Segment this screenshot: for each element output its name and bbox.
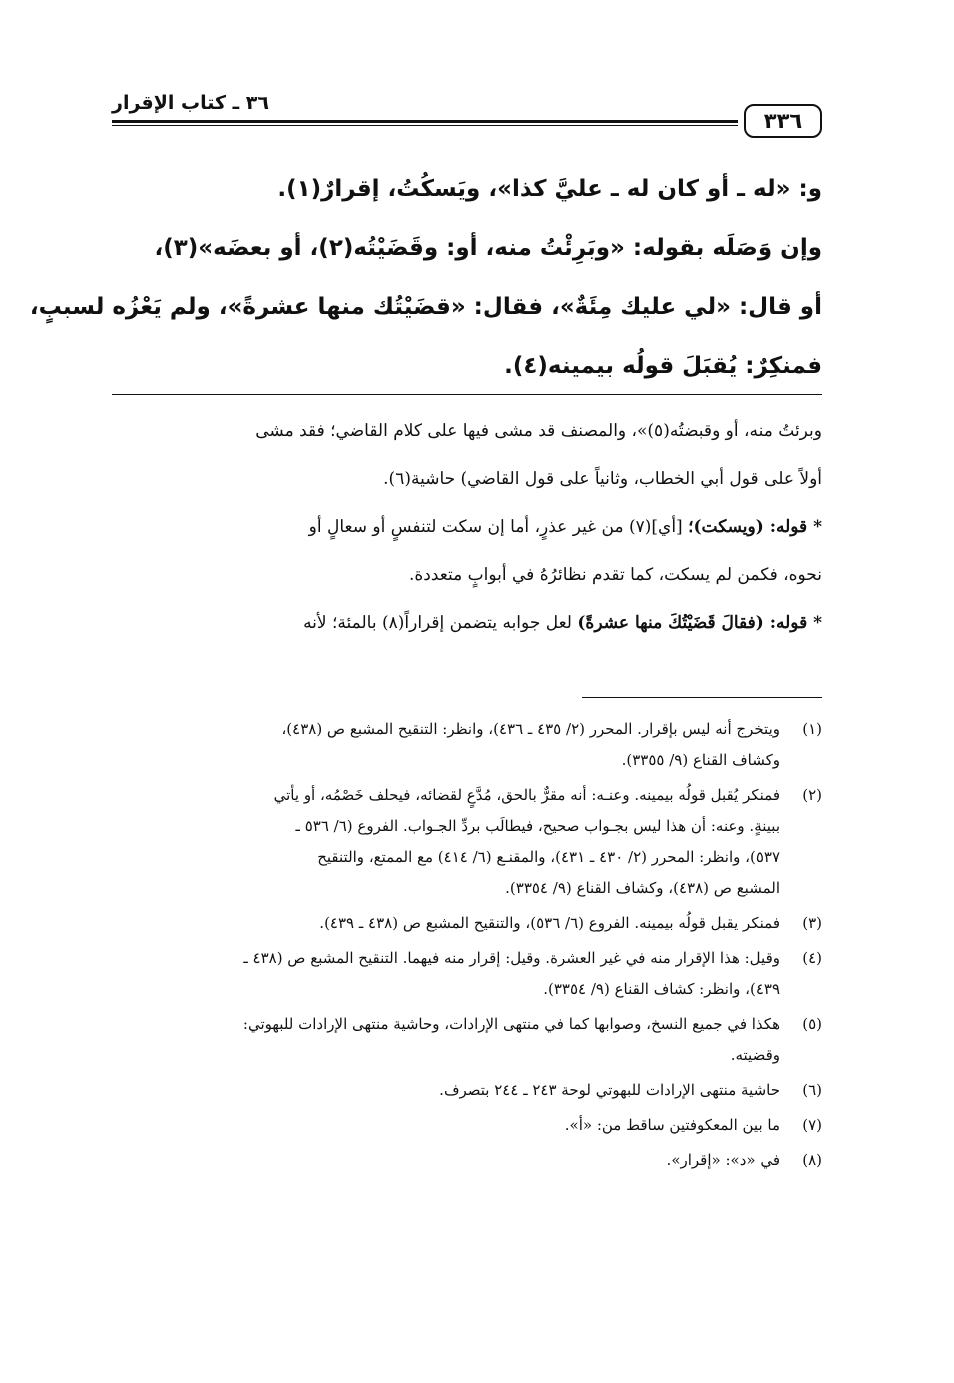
page-number: ٣٣٦ [763,109,803,133]
footnote [112,780,822,904]
footnote-text [112,1075,780,1106]
footnote-number: (٦) [802,1081,822,1099]
commentary-line: نحوه، فكمن لم يسكت، كما تقدم نظائرُهُ في أبوابٍ متعددة. [408,565,822,585]
footnote-line: ببينةٍ. وعنه: أن هذا ليس بجـواب صحيح، فيطالَب بردِّ الجـواب. الفروع (٦/ ٥٣٦ ـ [295,817,780,835]
footnote-text [112,943,780,1005]
commentary-text: لعل جوابه يتضمن إقراراً(٨) بالمئة؛ لأنه [303,613,572,633]
footnote-line: فمنكر يُقبل قولُه بيمينه. وعنـه: أنه مقرٌّ بالحق، مُدَّعٍ لقضائه، فيحلف خَصْمُه، أو يأتي [273,786,780,804]
footnote [112,1110,822,1141]
footnote-text [112,1145,780,1176]
commentary-text: [أي](٧) من غير عذرٍ، أما إن سكت لتنفسٍ أو سعالٍ أو [308,517,683,537]
footnote-text [112,780,780,904]
footnote-line: ما بين المعكوفتين ساقط من: «أ». [564,1116,780,1134]
header-rule-thin [112,125,738,126]
footnote-line: وكشاف القناع (٩/ ٣٣٥٥). [621,751,780,769]
footnote-text [112,908,780,939]
main-divider [112,394,822,395]
footnote [112,714,822,776]
footnote-line: حاشية منتهى الإرادات للبهوتي لوحة ٢٤٣ ـ ٢٤٤ بتصرف. [439,1081,780,1099]
footnote-line: هكذا في جميع النسخ، وصوابها كما في منتهى الإرادات، وحاشية منتهى الإرادات للبهوتي: [242,1015,780,1033]
page-header [112,92,822,142]
footnote-number: (٢) [802,786,822,804]
footnote-number: (٨) [802,1151,822,1169]
footnote-number: (٤) [802,949,822,967]
footnote [112,1145,822,1176]
chapter-title: ٣٦ ـ كتاب الإقرار [112,92,269,114]
commentary [112,408,822,648]
footnote-line: في «د»: «إقرار». [666,1151,780,1169]
commentary-line [112,504,822,550]
footnote [112,908,822,939]
footnote-divider [582,697,822,698]
footnote-text [112,1009,780,1071]
footnote-text [112,1110,780,1141]
main-line-4: فمنكِرٌ: يُقبَلَ قولُه بيمينه(٤). [504,353,822,379]
footnote-line: فمنكر يقبل قولُه بيمينه. الفروع (٦/ ٥٣٦)، والتنقيح المشبع ص (٤٣٨ ـ ٤٣٩). [319,914,780,932]
footnote [112,1009,822,1071]
footnote-number: (٧) [802,1116,822,1134]
header-rule [112,120,738,123]
commentary-line [112,600,822,646]
main-line-1: و: «له ـ أو كان له ـ عليَّ كذا»، ويَسكُتُ، إقرارٌ(١). [277,176,822,202]
footnote-line: وقضيته. [730,1046,780,1064]
footnote-number: (١) [802,720,822,738]
commentary-heading: * قوله: (فقالَ قَضَيْتُكَ منها عشرةً) [577,613,822,633]
commentary-line: وبرئتُ منه، أو وقبضتُه(٥)»، والمصنف قد مشى فيها على كلام القاضي؛ فقد مشى [255,421,822,441]
footnote-line: المشبع ص (٤٣٨)، وكشاف القناع (٩/ ٣٣٥٤). [505,879,780,897]
footnote [112,1075,822,1106]
footnote-number: (٣) [802,914,822,932]
footnote-number: (٥) [802,1015,822,1033]
footnote-line: ٥٣٧)، وانظر: المحرر (٢/ ٤٣٠ ـ ٤٣١)، والمقنـع (٦/ ٤١٤) مع الممتع، والتنقيح [317,848,780,866]
page-number-box [744,104,822,138]
main-text [29,160,822,396]
footnote [112,943,822,1005]
footnote-text [112,714,780,776]
footnote-line: ٤٣٩)، وانظر: كشاف القناع (٩/ ٣٣٥٤). [543,980,780,998]
commentary-line: أولاً على قول أبي الخطاب، وثانياً على قول القاضي) حاشية(٦). [383,469,822,489]
main-line-3: أو قال: «لي عليك مِئَةٌ»، فقال: «قضَيْتُك منها عشرةً»، ولم يَعْزُه لسببٍ، [29,294,822,320]
footnote-line: ويتخرج أنه ليس بإقرار. المحرر (٢/ ٤٣٥ ـ ٤٣٦)، وانظر: التنقيح المشبع ص (٤٣٨)، [281,720,780,738]
footnote-line: وقيل: هذا الإقرار منه في غير العشرة. وقيل: إقرار منه فيهما. التنقيح المشبع ص (٤٣٨ ـ [243,949,780,967]
commentary-heading: * قوله: (ويسكت)؛ [688,517,822,537]
main-line-2: وإن وَصَلَه بقوله: «وبَرِئْتُ منه، أو: وقَضَيْتُه(٢)، أو بعضَه»(٣)، [154,235,822,261]
footnotes [112,714,822,1180]
